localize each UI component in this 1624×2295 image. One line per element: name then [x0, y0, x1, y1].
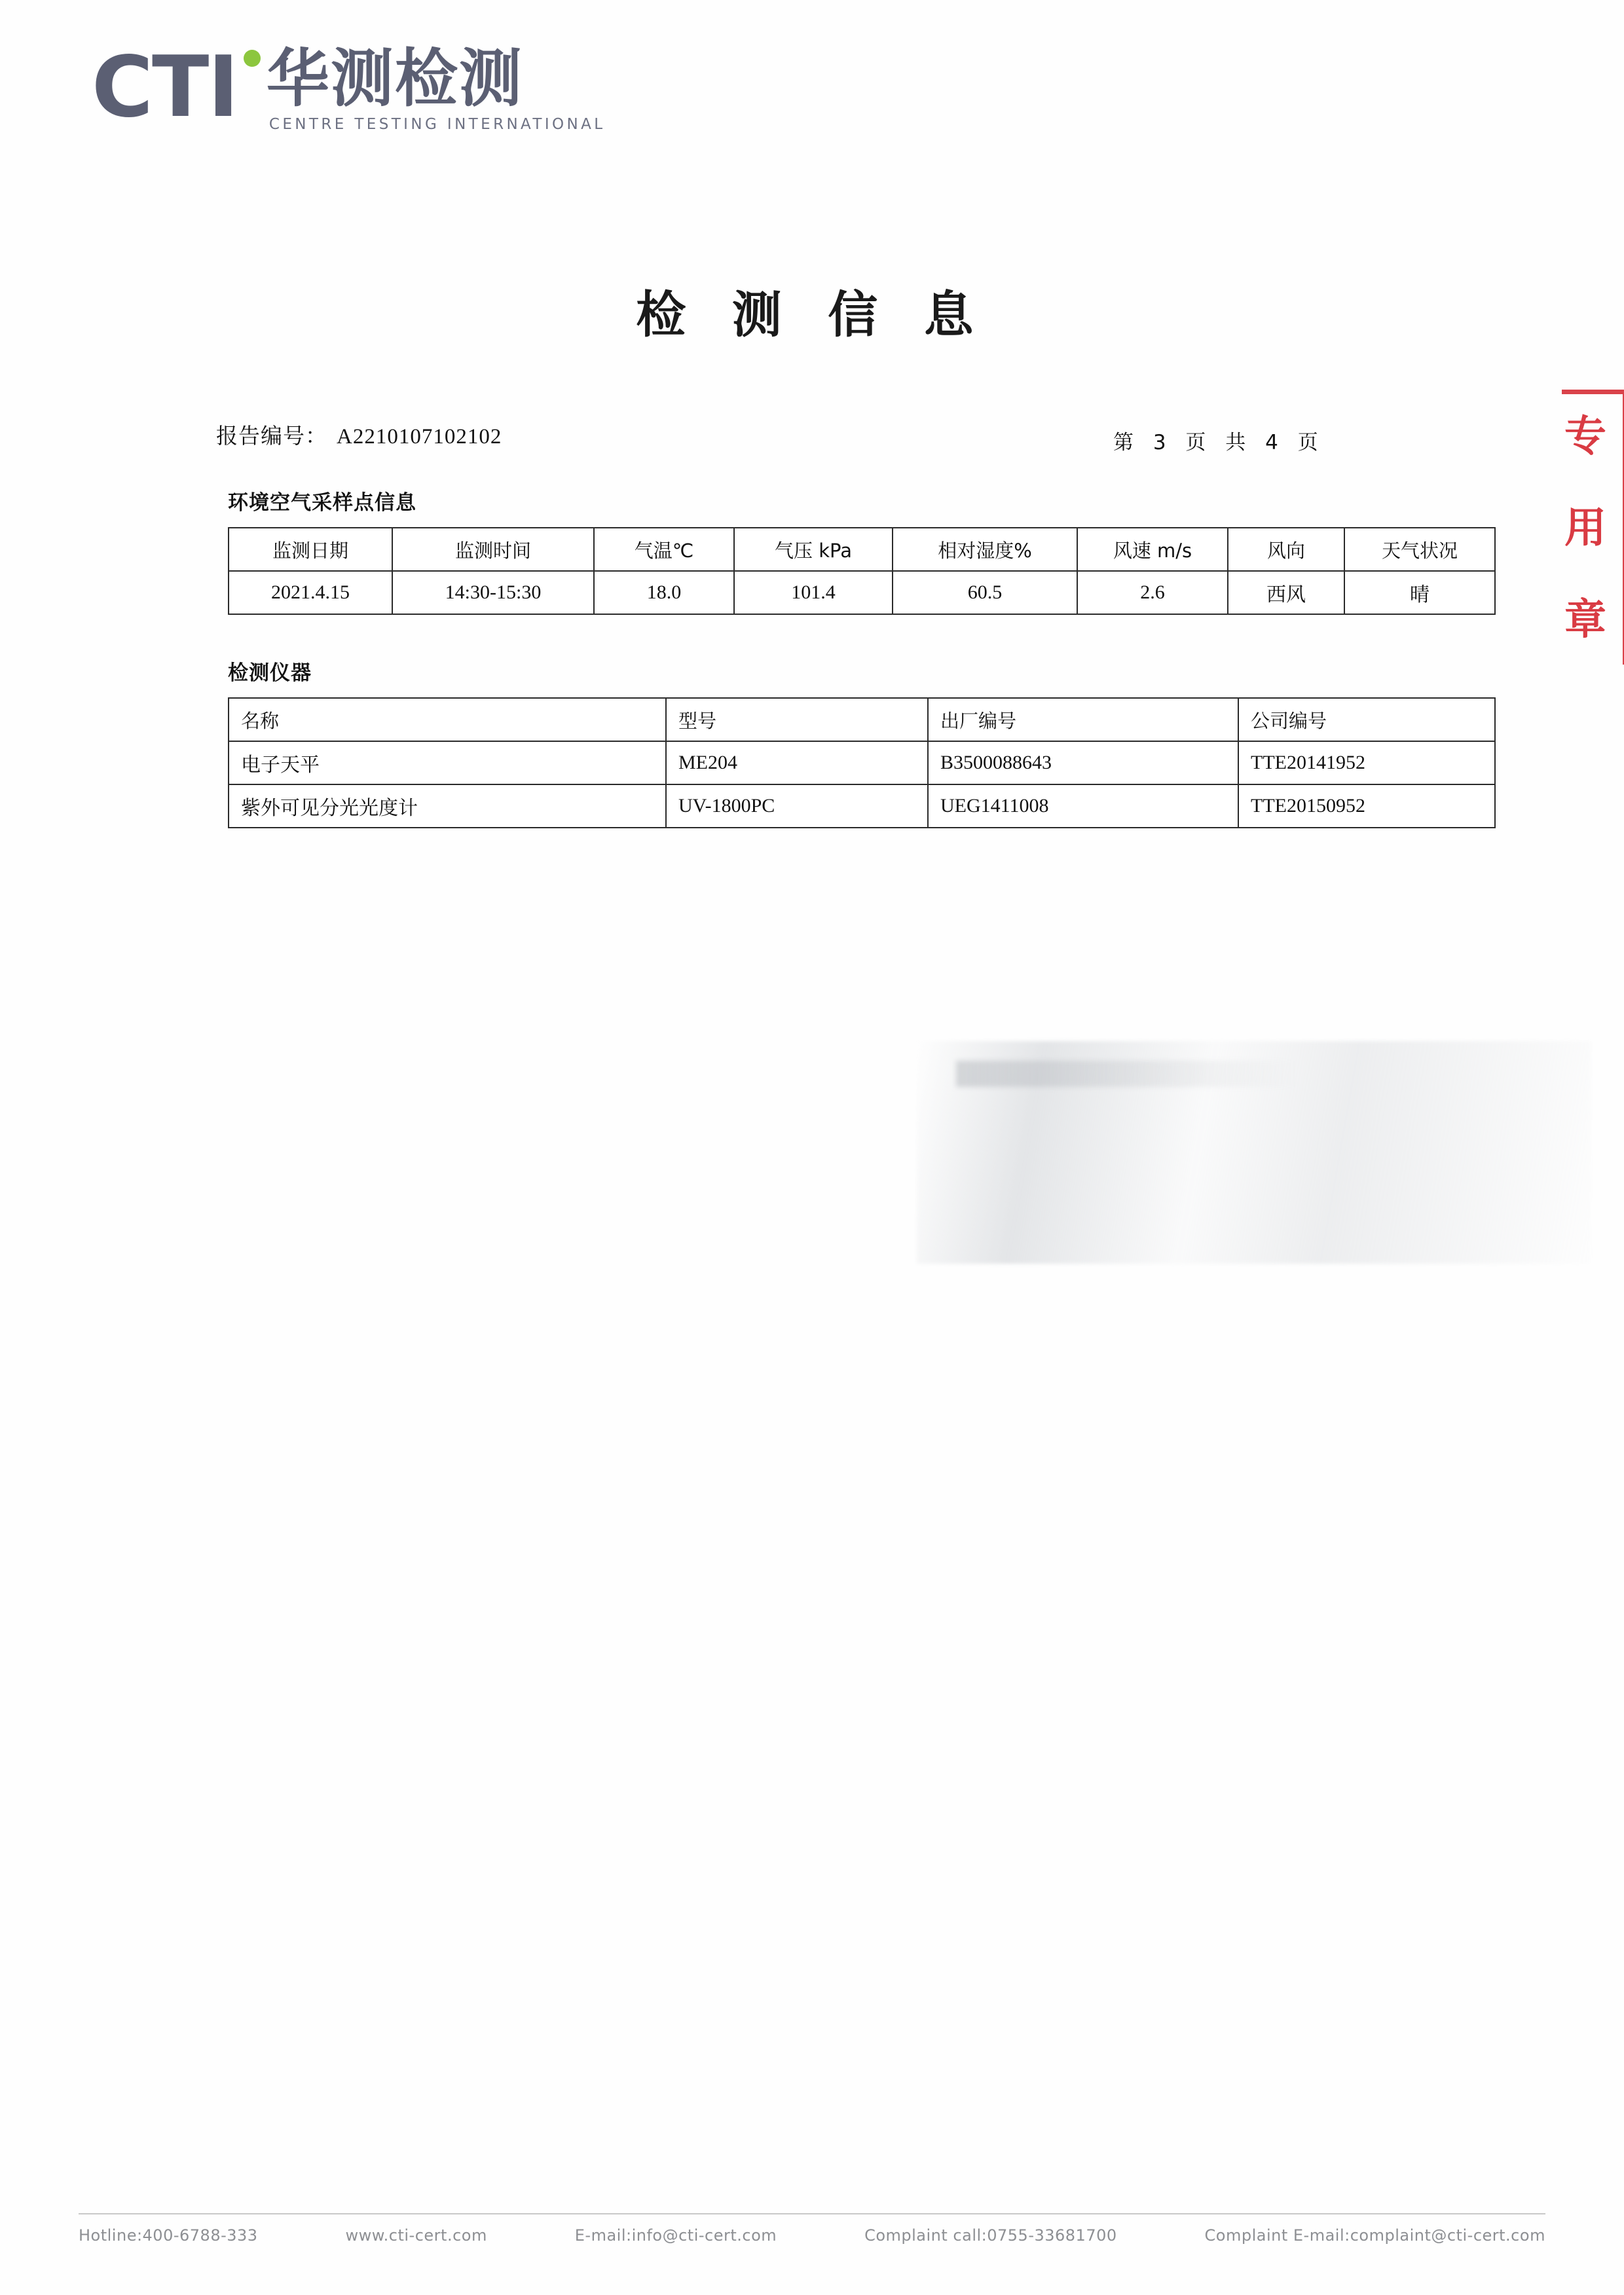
page-indicator: 第 3 页 共 4 页: [1113, 431, 1325, 454]
report-number: [216, 419, 502, 450]
table-row: [229, 571, 1495, 614]
cell: 西风: [1228, 571, 1344, 614]
official-seal-stamp: [1562, 390, 1624, 665]
section-heading-instruments: 检测仪器: [228, 661, 312, 685]
cell: B3500088643: [928, 741, 1238, 784]
seal-char-1: 专: [1564, 413, 1606, 461]
footer-complaint-call: Complaint call:0755-33681700: [864, 2226, 1117, 2245]
cell: TTE20150952: [1238, 784, 1495, 828]
table-row: [229, 784, 1495, 828]
cell: 14:30-15:30: [392, 571, 594, 614]
logo-green-dot-icon: [244, 50, 261, 67]
col-header: 出厂编号: [928, 698, 1238, 741]
cell: 2.6: [1077, 571, 1228, 614]
cti-logo: [92, 39, 606, 136]
col-header: 风向: [1228, 528, 1344, 571]
logo-chinese-block: [266, 42, 606, 133]
col-header: 监测时间: [392, 528, 594, 571]
footer-hotline: Hotline:400-6788-333: [79, 2226, 258, 2245]
col-header: 名称: [229, 698, 666, 741]
col-header: 风速 m/s: [1077, 528, 1228, 571]
col-header: 气压 kPa: [734, 528, 893, 571]
logo-wordmark-text: CTI: [92, 39, 238, 136]
table-header-row: [229, 698, 1495, 741]
logo-wordmark: [92, 39, 238, 136]
logo-english-name: CENTRE TESTING INTERNATIONAL: [268, 115, 606, 133]
footer-email: E-mail:info@cti-cert.com: [574, 2226, 777, 2245]
col-header: 监测日期: [229, 528, 392, 571]
seal-char-2: 用: [1564, 504, 1606, 553]
table-header-row: [229, 528, 1495, 571]
footer-divider: [79, 2213, 1545, 2214]
cell: 紫外可见分光光度计: [229, 784, 666, 828]
section-heading-air-sampling: 环境空气采样点信息: [228, 491, 416, 515]
col-header: 天气状况: [1344, 528, 1495, 571]
cell: 晴: [1344, 571, 1495, 614]
cell: 18.0: [594, 571, 734, 614]
footer: [79, 2226, 1545, 2245]
air-sampling-table: [228, 527, 1496, 615]
col-header: 相对湿度%: [893, 528, 1077, 571]
cell: 2021.4.15: [229, 571, 392, 614]
col-header: 型号: [666, 698, 928, 741]
report-number-label: 报告编号：: [216, 423, 327, 449]
seal-char-3: 章: [1564, 596, 1606, 644]
footer-website: www.cti-cert.com: [345, 2226, 487, 2245]
cell: 101.4: [734, 571, 893, 614]
table-row: [229, 741, 1495, 784]
report-number-value: A2210107102102: [337, 425, 502, 449]
cell: UV-1800PC: [666, 784, 928, 828]
cell: 电子天平: [229, 741, 666, 784]
logo-chinese-name: 华测检测: [266, 42, 523, 115]
cell: 60.5: [893, 571, 1077, 614]
cell: UEG1411008: [928, 784, 1238, 828]
col-header: 公司编号: [1238, 698, 1495, 741]
instruments-table: [228, 697, 1496, 828]
col-header: 气温℃: [594, 528, 734, 571]
page-title: 检 测 信 息: [636, 285, 988, 344]
scan-streak-artifact: [956, 1061, 1297, 1087]
footer-complaint-email: Complaint E-mail:complaint@cti-cert.com: [1204, 2226, 1545, 2245]
cell: ME204: [666, 741, 928, 784]
cell: TTE20141952: [1238, 741, 1495, 784]
